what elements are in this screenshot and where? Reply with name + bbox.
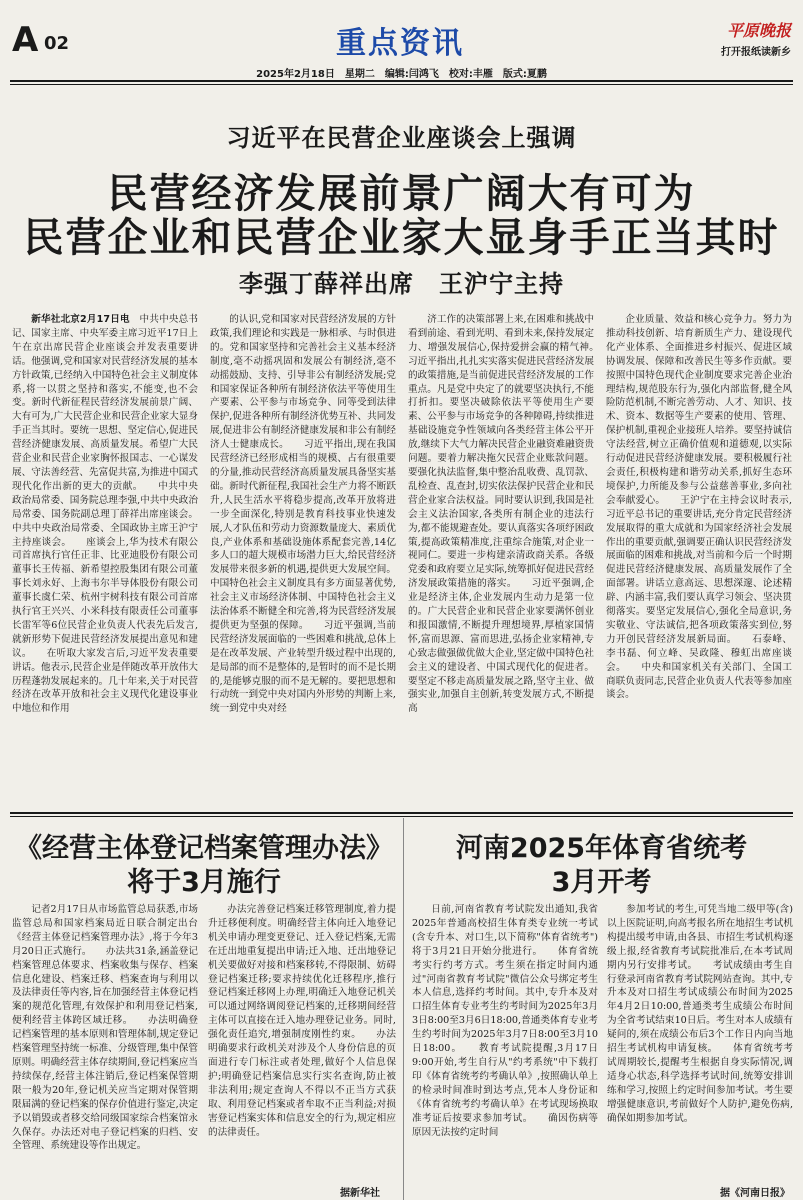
lead-column-text: 济工作的决策部署上来,在困难和挑战中看到前途、看到光明、看到未来,保持发展定力、增强发展信心,保持爱拼会赢的精气神。 习近平指出,扎扎实实落实促进民营经济发展的政策措施,是当前促进民营经济发展的工作重点。凡是党中央定了的就要坚决执行,不能打折扣。要坚决破除依法平等使用生产要素、公平参与市场竞争的各种障碍,持续推进基础设施竞争性领域向各类经营主体公平开放,继续下大气力解决民营企业融资难融资贵问题。要着力解决拖欠民营企业账款问题。要强化执法监督,集中整治乱收费、乱罚款、乱检查、乱查封,切实依法保护民营企业和民营企业家合法权益。同时要认识到,我国是社会主义法治国家,各类所有制企业的违法行为,都不能规避查处。要认真落实各项纾困政策,提高政策精准度,注重综合施策,对企业一视同仁。要进一步构建亲清政商关系。各级党委和政府要立足实际,统筹抓好促进民营经济发展政策措施的落实。 习近平强调,企业是经济主体,企业发展内生动力是第一位的。广大民营企业和民营企业家要满怀创业和报国激情,不断提升理想境界,厚植家国情怀,富而思源、富而思进,弘扬企业家精神,专心致志做强做优做大企业,坚定做中国特色社会主义的建设者、中国式现代化的促进者。要坚定不移走高质量发展之路,坚守主业、做强实业,加强自主创新,转变发展方式,不断提高	[408, 314, 594, 715]
right-story-column-1	[412, 903, 598, 1185]
left-story-text: 办法完善登记档案迁移管理制度,着力提升迁移便利度。明确经营主体向迁入地登记机关申请办理变更登记、迁入登记档案,无需在迁出地重复提出申请;迁入地、迁出地登记机关要做好对接和档案移转,不得限制、妨碍登记档案迁移;要求持续优化迁移程序,推行登记档案迁移网上办理,明确迁入地登记机关可以通过网络调阅登记档案的,迁移期间经营主体可以直接在迁入地办理登记业务。同时,强化责任追究,增强制度刚性约束。 办法明确要求行政机关对涉及个人身份信息的页面进行专门标注或者处理,做好个人信息保护;明确登记档案信息实行实名查询,防止被非法利用;规定查询人不得以不正当方式获取、利用登记档案或者牟取不正当利益;对损害登记档案实体和信息安全的行为,规定相应的法律责任。	[208, 904, 396, 1138]
left-story-source: 据新华社	[340, 1188, 380, 1199]
story-divider	[403, 818, 404, 1200]
lead-kicker: 习近平在民营企业座谈会上强调	[226, 123, 577, 152]
section-rule-thin	[10, 816, 793, 817]
lead-headline-1: 民营经济发展前景广阔大有可为	[107, 171, 696, 217]
page-letter: A	[12, 20, 38, 60]
lead-column-2	[210, 313, 396, 799]
lead-column-1	[12, 313, 198, 799]
right-story-text: 参加考试的考生,可凭当地二级甲等(含)以上医院证明,向高考报名所在地招生考试机构提出缓考申请,由各县、市招生考试机构逐级上报,经省教育考试院批准后,在本考试周期内另行安排考试。 考试成绩由考生自行登录河南省教育考试院网站查询。其中,专升本及对口招生考试成绩公布时间为2025年4月2日10:00,普通类考生成绩公布时间为全省考试结束10日后。考生对本人成绩有疑问的,须在成绩公布后3个工作日内向当地招生考试机构申请复核。 体育省统考考试周期较长,提醒考生根据自身实际情况,调适身心状态,科学选择考试时间,统筹安排训练和学习,按照上约定时间参加考试。考生要增强健康意识,考前做好个人防护,避免伤病,确保如期参加考试。	[607, 904, 793, 1124]
right-story-title-2: 3月开考	[551, 867, 652, 898]
left-story-column-2	[208, 903, 396, 1185]
brand-slogan: 打开报纸读新乡	[721, 47, 791, 58]
lead-column-text: 的认识,党和国家对民营经济发展的方针政策,我们理论和实践是一脉相承、与时俱进的。党和国家坚持和完善社会主义基本经济制度,毫不动摇巩固和发展公有制经济,毫不动摇鼓励、支持、引导非公有制经济发展;党和国家保证各种所有制经济依法平等使用生产要素、公平参与市场竞争、同等受到法律保护,促进各种所有制经济优势互补、共同发展,促进非公有制经济健康发展和非公有制经济人士健康成长。 习近平指出,现在我国民营经济已经形成相当的规模、占有很重要的分量,推动民营经济高质量发展具备坚实基础。新时代新征程,我国社会生产力将不断跃升,人民生活水平将稳步提高,改革开放将进一步全面深化,特别是教育科技事业快速发展,人才队伍和劳动力资源数量庞大、素质优良,产业体系和基础设施体系配套完善,14亿多人口的超大规模市场潜力巨大,给民营经济发展带来很多新的机遇,提供更大发展空间。中国特色社会主义制度具有多方面显著优势,社会主义市场经济体制、中国特色社会主义法治体系不断健全和完善,将为民营经济发展提供更为坚强的保障。 习近平强调,当前民营经济发展面临的一些困难和挑战,总体上是在改革发展、产业转型升级过程中出现的,是局部的而不是整体的,是暂时的而不是长期的,是能够克服的而不是无解的。要把思想和行动统一到党中央对国内外形势的判断上来,统一到党中央对经	[210, 314, 396, 715]
left-story-title-1: 《经营主体登记档案管理办法》	[15, 833, 393, 864]
lead-column-4	[606, 313, 792, 799]
lead-column-text: 企业质量、效益和核心竞争力。努力为推动科技创新、培育新质生产力、建设现代化产业体系、全面推进乡村振兴、促进区域协调发展、保障和改善民生等多作贡献。要按照中国特色现代企业制度要求完善企业治理结构,规范股东行为,强化内部监督,健全风险防范机制,不断完善劳动、人才、知识、技术、资本、数据等生产要素的使用、管理、保护机制,重视企业接班人培养。要坚持诚信守法经营,树立正确价值观和道德观,以实际行动促进民营经济健康发展。要积极履行社会责任,积极构建和谐劳动关系,抓好生态环境保护,力所能及参与公益慈善事业,多向社会奉献爱心。 王沪宁在主持会议时表示,习近平总书记的重要讲话,充分肯定民营经济发展取得的重大成就和为国家经济社会发展作出的重要贡献,强调要正确认识民营经济发展面临的困难和挑战,对当前和今后一个时期促进民营经济健康发展、高质量发展作了全面部署。讲话立意高远、思想深邃、论述精辟、内涵丰富,我们要认真学习领会、坚决贯彻落实。要坚定发展信心,强化全局意识,务实敬业、守法诚信,把各项政策落实到位,努力开创民营经济发展新局面。 石泰峰、李书磊、何立峰、吴政隆、穆虹出席座谈会。 中央和国家机关有关部门、全国工商联负责同志,民营企业负责人代表等参加座谈会。	[606, 314, 792, 701]
left-story-title-2: 将于3月施行	[127, 867, 281, 898]
section-rule	[10, 812, 793, 814]
lead-column-text: 中共中央总书记、国家主席、中央军委主席习近平17日上午在京出席民营企业座谈会并发表重要讲话。他强调,党和国家对民营经济发展的基本方针政策,已经纳入中国特色社会主义制度体系,将一以贯之坚持和落实,不能变,也不会变。新时代新征程民营经济发展前景广阔、大有可为,广大民营企业和民营企业家大显身手正当其时。要统一思想、坚定信心,促进民营经济健康发展、高质量发展。希望广大民营企业和民营企业家胸怀报国志、一心谋发展、守法善经营、先富促共富,为推进中国式现代化作出新的更大的贡献。 中共中央政治局常委、国务院总理李强,中共中央政治局常委、国务院副总理丁薛祥出席座谈会。中共中央政治局常委、全国政协主席王沪宁主持座谈会。 座谈会上,华为技术有限公司首席执行官任正非、比亚迪股份有限公司董事长王传福、新希望控股集团有限公司董事长刘永好、上海韦尔半导体股份有限公司董事长虞仁荣、杭州宇树科技有限公司首席执行官王兴兴、小米科技有限责任公司董事长雷军等6位民营企业负责人代表先后发言,就新形势下促进民营经济发展提出意见和建议。 在听取大家发言后,习近平发表重要讲话。他表示,民营企业是伴随改革开放伟大历程蓬勃发展起来的。几十年来,关于对民营经济在改革开放和社会主义现代化建设事业中地位和作用	[12, 314, 198, 715]
issue-meta: 2025年2月18日 星期二 编辑:闫鸿飞 校对:丰雁 版式:夏鹏	[256, 69, 547, 80]
right-story-source: 据《河南日报》	[720, 1188, 790, 1199]
section-title: 重点资讯	[336, 26, 464, 61]
brand-logo: 平原晚报	[726, 21, 791, 40]
lead-subhead: 李强丁薛祥出席 王沪宁主持	[239, 269, 564, 298]
right-story-column-2	[607, 903, 793, 1185]
page-number: 02	[44, 33, 70, 54]
lead-column-3	[408, 313, 594, 799]
header-rule	[10, 80, 793, 82]
lead-headline-2: 民营企业和民营企业家大显身手正当其时	[23, 215, 780, 261]
left-story-text: 记者2月17日从市场监管总局获悉,市场监管总局和国家档案局近日联合制定出台《经营主体登记档案管理办法》,将于今年3月20日正式施行。 办法共31条,涵盖登记档案管理总体要求、档案收集与保存、档案信息化建设、档案迁移、档案查询与利用以及法律责任等内容,旨在加强经营主体登记档案的规范化管理,有效保护和利用登记档案,便利经营主体跨区域迁移。 办法明确登记档案管理的基本原则和管理体制,规定登记档案管理坚持统一标准、分级管理,集中保管原则。明确经营主体存续期间,登记档案应当持续保存,经营主体注销后,登记档案保管期限一般为20年,登记机关应当定期对保管期限届满的登记档案的保存价值进行鉴定,决定予以销毁或者移交给同级国家综合档案馆永久保存。办法还对电子登记档案的归档、安全管理、系统建设等作出规定。	[12, 904, 198, 1152]
right-story-text: 日前,河南省教育考试院发出通知,我省2025年普通高校招生体育类专业统一考试(含专升本、对口生,以下简称"体育省统考")将于3月21日开始分批进行。 体育省统考实行约考方式。考生须在指定时间内通过"河南省教育考试院"微信公众号绑定考生本人信息,选择约考时间。其中,专升本及对口招生体育专业考生约考时间为2025年3月3日8:00至3月6日18:00,普通类体育专业考生约考时间为2025年3月7日8:00至3月10日18:00。 教育考试院提醒,3月17日9:00开始,考生自行从"约考系统"中下载打印《体育省统考约考确认单》,按照确认单上的检录时间准时到达考点,凭本人身份证和《体育省统考约考确认单》在考试现场换取准考证后按要求参加考试。 确因伤病等原因无法按约定时间	[412, 904, 598, 1138]
left-story-column-1	[12, 903, 198, 1185]
right-story-title-1: 河南2025年体育省统考	[455, 833, 748, 864]
header-rule-thin	[10, 84, 793, 85]
lead-dateline: 新华社北京2月17日电	[31, 314, 130, 325]
newspaper-brand	[721, 18, 791, 58]
